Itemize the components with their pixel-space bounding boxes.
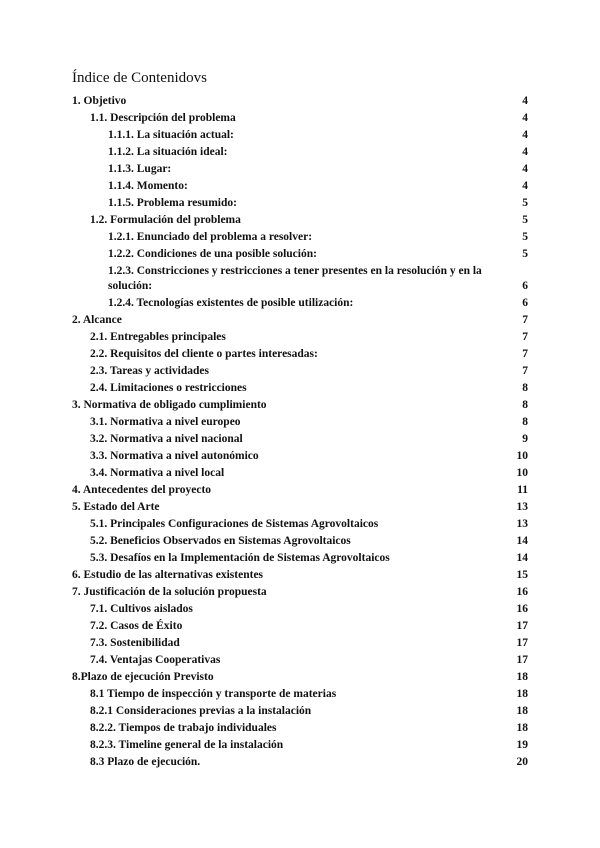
- toc-entry-title: 1.2.3. Constricciones y restricciones a tener presentes en la resolución y en la solución:: [108, 265, 482, 292]
- toc-entry-page: 18: [516, 688, 528, 700]
- toc-entry-title: 7.4. Ventajas Cooperativas: [90, 654, 221, 666]
- toc-entry-title: 8.1 Tiempo de inspección y transporte de materias: [90, 688, 337, 700]
- toc-entry-page: 4: [522, 163, 528, 175]
- toc-entry-title: 1.1. Descripción del problema: [90, 112, 236, 124]
- toc-entry-title: 3.2. Normativa a nivel nacional: [90, 433, 243, 445]
- toc-entry-title: 8.2.2. Tiempos de trabajo individuales: [90, 722, 277, 734]
- toc-entry-page: 16: [516, 586, 528, 598]
- toc-entry[interactable]: [72, 294, 528, 311]
- toc-entry[interactable]: [72, 345, 528, 362]
- toc-entry-page: 17: [516, 620, 528, 632]
- toc-entry-page: 8: [522, 382, 528, 394]
- toc-entry[interactable]: [72, 600, 528, 617]
- toc-entry-page: 10: [516, 450, 528, 462]
- toc-entry-page: 20: [516, 756, 528, 768]
- toc-entry-title: 8.Plazo de ejecución Previsto: [72, 671, 214, 683]
- toc-entry-page: 19: [516, 739, 528, 751]
- toc-entry[interactable]: [72, 753, 528, 770]
- toc-entry[interactable]: [72, 549, 528, 566]
- toc-entry[interactable]: [72, 617, 528, 634]
- toc-entry[interactable]: [72, 211, 528, 228]
- toc-entry-page: 8: [522, 399, 528, 411]
- toc-entry[interactable]: [72, 634, 528, 651]
- toc-entry[interactable]: [72, 194, 528, 211]
- toc-entry[interactable]: [72, 413, 528, 430]
- toc-entry-page: 7: [522, 331, 528, 343]
- toc-entry-title: 1.1.1. La situación actual:: [108, 129, 234, 141]
- toc-entry-page: 4: [522, 129, 528, 141]
- toc-entry-page: 17: [516, 637, 528, 649]
- toc-entry-title: 2.4. Limitaciones o restricciones: [90, 382, 247, 394]
- toc-entry-title: 1.1.3. Lugar:: [108, 163, 172, 175]
- toc-entry[interactable]: [72, 566, 528, 583]
- toc-entry-title: 5. Estado del Arte: [72, 501, 160, 513]
- toc-entry[interactable]: [72, 430, 528, 447]
- toc-entry[interactable]: [72, 464, 528, 481]
- toc-entry[interactable]: [72, 245, 528, 262]
- toc-entry-title: 1.1.5. Problema resumido:: [108, 197, 237, 209]
- toc-entry-title: 5.2. Beneficios Observados en Sistemas Agrovoltaicos: [90, 535, 351, 547]
- toc-entry[interactable]: [72, 651, 528, 668]
- toc-entry-title: 6. Estudio de las alternativas existentes: [72, 569, 264, 581]
- toc-entry-title: 2.3. Tareas y actividades: [90, 365, 209, 377]
- toc-entry[interactable]: [72, 109, 528, 126]
- toc-entry[interactable]: [72, 92, 528, 109]
- toc-entry-title: 7.1. Cultivos aislados: [90, 603, 193, 615]
- toc-entry-page: 11: [517, 484, 528, 496]
- toc-entry-page: 5: [522, 197, 528, 209]
- toc-entry-page: 7: [522, 314, 528, 326]
- toc-entry[interactable]: [72, 515, 528, 532]
- toc-entry-title: 1.2.4. Tecnologías existentes de posible utilización:: [108, 297, 354, 309]
- toc-entry-page: 14: [516, 552, 528, 564]
- toc-entry-title: 7.2. Casos de Éxito: [90, 620, 183, 632]
- toc-entry[interactable]: [72, 685, 528, 702]
- toc-entry-title: 2. Alcance: [72, 314, 122, 326]
- toc-entry[interactable]: [72, 668, 528, 685]
- toc-entry-title: 8.2.1 Consideraciones previas a la instalación: [90, 705, 312, 717]
- toc-entry[interactable]: [72, 396, 528, 413]
- toc-title: Índice de Contenidovs: [72, 70, 207, 86]
- toc-entry-title: 1.1.4. Momento:: [108, 180, 188, 192]
- toc-entry[interactable]: [72, 126, 528, 143]
- toc-entry-title: 3.3. Normativa a nivel autonómico: [90, 450, 259, 462]
- toc-entry-title: 1.2.2. Condiciones de una posible solución:: [108, 248, 317, 260]
- toc-entry[interactable]: [72, 532, 528, 549]
- toc-entry-page: 13: [516, 518, 528, 530]
- toc-entry-page: 6: [522, 280, 528, 292]
- toc-entry[interactable]: [72, 481, 528, 498]
- toc-entry[interactable]: [72, 143, 528, 160]
- toc-entry[interactable]: [72, 311, 528, 328]
- toc-entry-page: 18: [516, 705, 528, 717]
- toc-entry-page: 9: [522, 433, 528, 445]
- toc-entry[interactable]: [72, 262, 528, 294]
- toc-entry-title: 1.1.2. La situación ideal:: [108, 146, 228, 158]
- toc-entry-title: 7.3. Sostenibilidad: [90, 637, 180, 649]
- toc-entry-page: 7: [522, 365, 528, 377]
- toc-entry-title: 2.2. Requisitos del cliente o partes interesadas:: [90, 348, 318, 360]
- toc-entry[interactable]: [72, 379, 528, 396]
- toc-entry-page: 4: [522, 180, 528, 192]
- toc-entry-title: 7. Justificación de la solución propuesta: [72, 586, 267, 598]
- toc-entry[interactable]: [72, 177, 528, 194]
- toc-entry[interactable]: [72, 328, 528, 345]
- toc-entry-title: 3. Normativa de obligado cumplimiento: [72, 399, 267, 411]
- toc-entry-title: 8.2.3. Timeline general de la instalación: [90, 739, 284, 751]
- toc-entry[interactable]: [72, 228, 528, 245]
- toc-entry[interactable]: [72, 702, 528, 719]
- toc-entry-page: 13: [516, 501, 528, 513]
- toc-entry-page: 16: [516, 603, 528, 615]
- toc-entry-title: 1.2. Formulación del problema: [90, 214, 241, 226]
- toc-entry-page: 14: [516, 535, 528, 547]
- toc-entry-title: 4. Antecedentes del proyecto: [72, 484, 212, 496]
- toc-entry[interactable]: [72, 498, 528, 515]
- toc-entry[interactable]: [72, 583, 528, 600]
- toc-entry-page: 8: [522, 416, 528, 428]
- toc-entry-page: 5: [522, 248, 528, 260]
- toc-entry-page: 4: [522, 112, 528, 124]
- toc-entry-title: 3.4. Normativa a nivel local: [90, 467, 225, 479]
- toc-entry[interactable]: [72, 736, 528, 753]
- toc-entry[interactable]: [72, 719, 528, 736]
- toc-entry-page: 6: [522, 297, 528, 309]
- toc-entry-title: 2.1. Entregables principales: [90, 331, 226, 343]
- toc-entry-page: 15: [516, 569, 528, 581]
- toc-entry-page: 18: [516, 722, 528, 734]
- toc-entry-title: 8.3 Plazo de ejecución.: [90, 756, 201, 768]
- toc-entry-page: 7: [522, 348, 528, 360]
- toc-entry[interactable]: [72, 160, 528, 177]
- toc-entry-title: 1. Objetivo: [72, 95, 127, 107]
- toc-entry-page: 5: [522, 231, 528, 243]
- toc-entry[interactable]: [72, 447, 528, 464]
- toc-entry-page: 18: [516, 671, 528, 683]
- toc-entry-page: 17: [516, 654, 528, 666]
- toc-entry-page: 4: [522, 146, 528, 158]
- toc-entry-title: 3.1. Normativa a nivel europeo: [90, 416, 241, 428]
- toc-entry-page: 10: [516, 467, 528, 479]
- toc-entry-title: 5.1. Principales Configuraciones de Sistemas Agrovoltaicos: [90, 518, 379, 530]
- toc-entry-page: 4: [522, 95, 528, 107]
- toc-entry-title: 1.2.1. Enunciado del problema a resolver:: [108, 231, 313, 243]
- toc-entry-page: 5: [522, 214, 528, 226]
- toc-entry[interactable]: [72, 362, 528, 379]
- toc-list: [72, 92, 528, 770]
- toc-entry-title: 5.3. Desafíos en la Implementación de Sistemas Agrovoltaicos: [90, 552, 390, 564]
